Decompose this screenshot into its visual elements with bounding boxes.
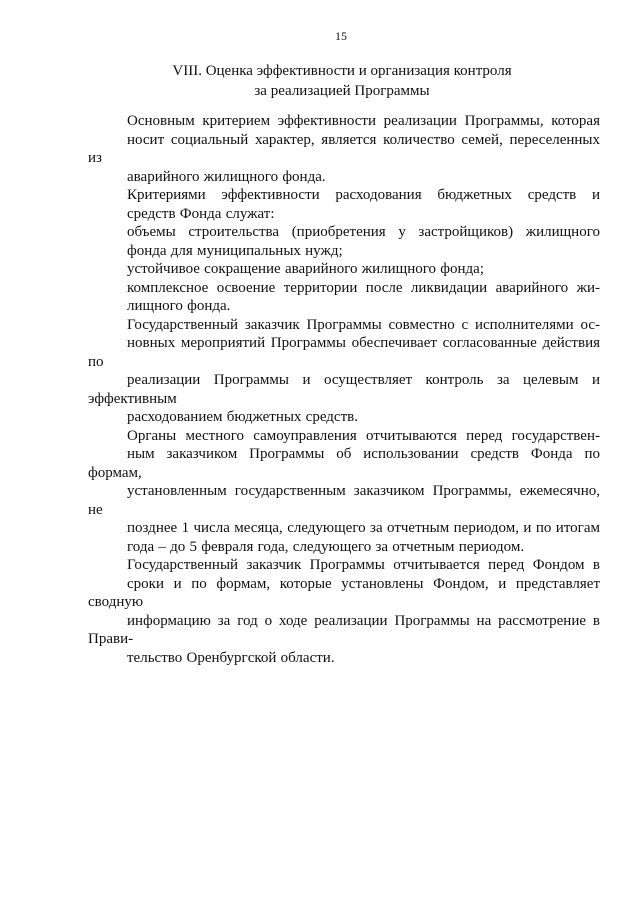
section-title-line-1: VIII. Оценка эффективности и организация контроля — [172, 63, 512, 79]
text-line: информацию за год о ходе реализации Программы на рассмотрение в Прави- — [88, 612, 600, 647]
text-line: лищного фонда. — [127, 298, 231, 314]
document-body — [88, 112, 600, 667]
paragraph — [88, 556, 600, 667]
text-line: Органы местного самоуправления отчитываются перед государствен- — [127, 427, 600, 444]
text-line: объемы строительства (приобретения у застройщиков) жилищного — [127, 224, 600, 240]
text-line: комплексное освоение территории после ликвидации аварийного жи- — [127, 279, 600, 296]
section-title-line-2: за реализацией Программы — [254, 83, 430, 99]
text-line: средств Фонда служат: — [127, 205, 275, 222]
text-line: фонда для муниципальных нужд; — [127, 242, 343, 259]
text-line: года – до 5 февраля года, следующего за отчетным периодом. — [127, 538, 525, 555]
text-line: позднее 1 числа месяца, следующего за отчетным периодом, и по итогам — [127, 520, 600, 536]
paragraph — [88, 223, 600, 260]
text-line: реализации Программы и осуществляет контроль за целевым и эффективным — [88, 372, 600, 407]
text-line: Критериями эффективности расходования бюджетных средств и — [127, 187, 600, 203]
text-line: тельство Оренбургской области. — [127, 649, 335, 666]
paragraph — [88, 316, 600, 427]
text-line: сроки и по формам, которые установлены Фондом, и представляет сводную — [88, 575, 600, 610]
text-line: новных мероприятий Программы обеспечивает согласованные действия по — [88, 335, 600, 370]
paragraph — [88, 279, 600, 316]
text-line: расходованием бюджетных средств. — [127, 409, 358, 425]
page-number: 15 — [335, 29, 347, 43]
text-line: носит социальный характер, является количество семей, переселенных из — [88, 131, 600, 166]
text-line: аварийного жилищного фонда. — [127, 168, 326, 185]
paragraph — [88, 260, 600, 279]
text-line: Государственный заказчик Программы совместно с исполнителями ос- — [127, 316, 600, 333]
paragraph — [88, 427, 600, 557]
text-line: Государственный заказчик Программы отчитывается перед Фондом в — [127, 557, 600, 573]
text-line: ным заказчиком Программы об использовании средств Фонда по формам, — [88, 446, 600, 481]
paragraph — [88, 186, 600, 223]
text-line: установленным государственным заказчиком Программы, ежемесячно, не — [88, 483, 600, 518]
section-title — [135, 61, 549, 101]
paragraph — [88, 112, 600, 186]
text-line: Основным критерием эффективности реализации Программы, которая — [127, 113, 600, 129]
text-line: устойчивое сокращение аварийного жилищного фонда; — [127, 261, 484, 277]
